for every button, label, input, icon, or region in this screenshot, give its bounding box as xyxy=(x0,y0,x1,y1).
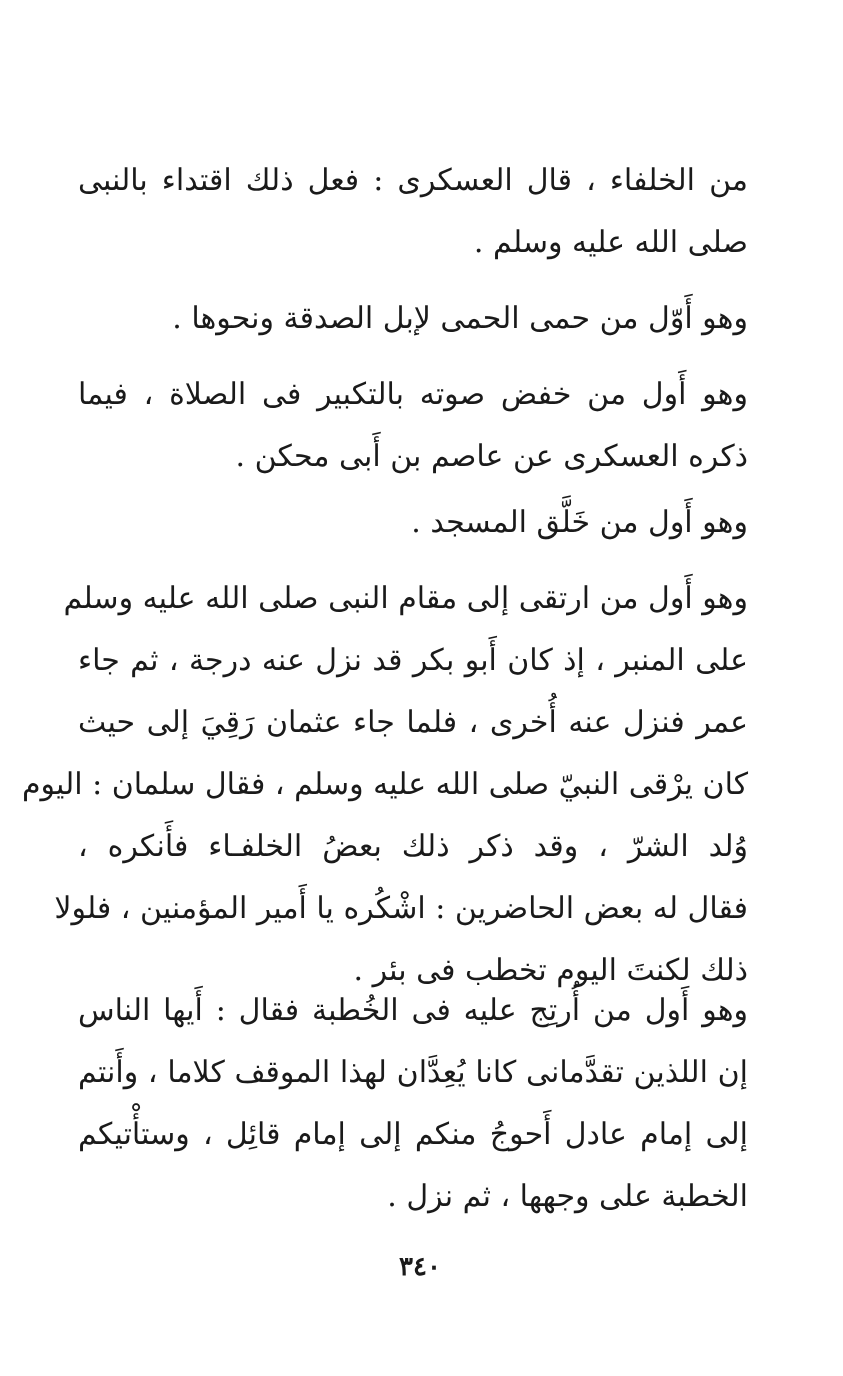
text-line: على المنبر ، إذ كان أَبو بكر قد نزل عنه درجة ، ثم جاء xyxy=(78,643,748,678)
paragraph-5 xyxy=(21,568,748,1002)
text-line: من الخلفاء ، قال العسكرى : فعل ذلك اقتداء بالنبى xyxy=(78,163,748,198)
paragraph-2 xyxy=(78,288,748,350)
text-line: ذكره العسكرى عن عاصم بن أَبى محكن . xyxy=(235,439,748,474)
paragraph-1 xyxy=(78,150,748,274)
text-line: وهو أَول من ارتقى إلى مقام النبى صلى الله عليه وسلم xyxy=(63,581,748,616)
text-line: صلى الله عليه وسلم . xyxy=(473,225,748,260)
text-line: فقال له بعض الحاضرين : اشْكُره يا أَمير المؤمنين ، فلولا xyxy=(54,891,748,926)
text-line: وهو أَول من أُرتِج عليه فى الخُطبة فقال : أَيها الناس xyxy=(78,993,748,1028)
text-line: وهو أَوّل من حمى الحمى لإبل الصدقة ونحوها . xyxy=(172,301,748,336)
text-line: ذلك لكنتَ اليوم تخطب فى بئر . xyxy=(353,953,748,988)
text-line: كان يرْقى النبيّ صلى الله عليه وسلم ، فقال سلمان : اليوم xyxy=(21,767,748,802)
text-line: وهو أَول من خَلَّق المسجد . xyxy=(411,505,748,540)
text-line: إن اللذين تقدَّمانى كانا يُعِدَّان لهذا الموقف كلاما ، وأَنتم xyxy=(78,1055,748,1090)
page-number: ٣٤٠ xyxy=(399,1252,441,1282)
text-line: إلى إمام عادل أَحوجُ منكم إلى إمام قائِل ، وستأْتيكم xyxy=(78,1117,748,1152)
text-line: عمر فنزل عنه أُخرى ، فلما جاء عثمان رَقِيَ إلى حيث xyxy=(78,705,748,740)
text-line: وهو أَول من خفض صوته بالتكبير فى الصلاة ، فيما xyxy=(78,377,748,412)
paragraph-6 xyxy=(78,980,748,1228)
paragraph-4 xyxy=(78,492,748,554)
text-line: الخطبة على وجهها ، ثم نزل . xyxy=(387,1179,748,1214)
paragraph-3 xyxy=(78,364,748,488)
text-line: وُلد الشرّ ، وقد ذكر ذلك بعضُ الخلفـاء فأَنكره ، xyxy=(78,829,748,864)
